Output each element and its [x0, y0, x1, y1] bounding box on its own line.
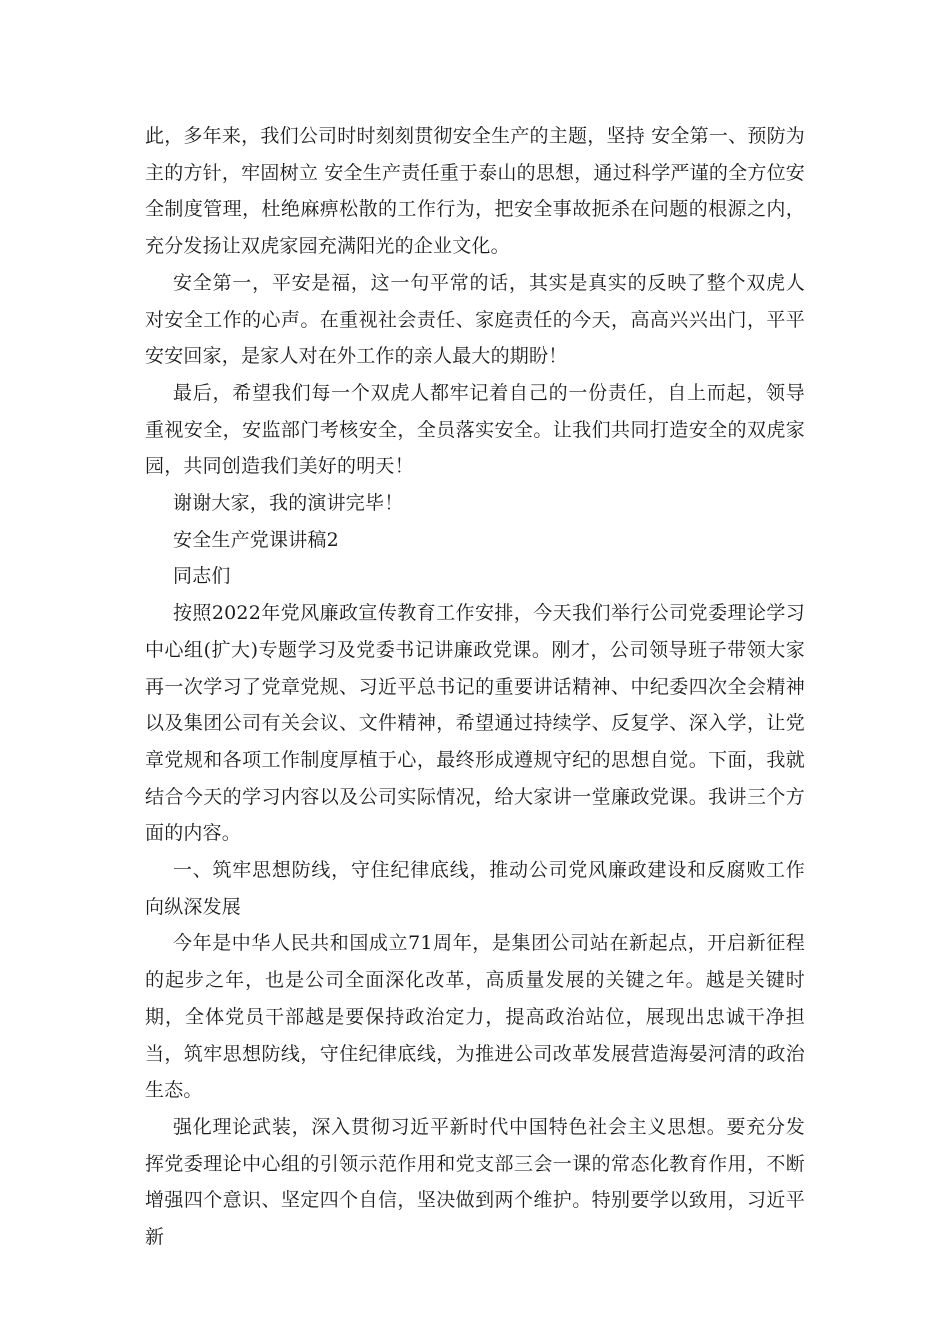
document-page [145, 118, 805, 1256]
paragraph-safety-first: 安全第一，平安是福，这一句平常的话，其实是真实的反映了整个双虎人对安全工作的心声。在重视社会责任、家庭责任的今天，高高兴兴出门，平平安安回家，是家人对在外工作的亲人最大的期盼！ [145, 271, 805, 368]
section-title: 安全生产党课讲稿2 [173, 528, 339, 551]
paragraph-safety-culture: 此，多年来，我们公司时时刻刻贯彻安全生产的主题，坚持 安全第一、预防为主的方针，牢固树立 安全生产责任重于泰山的思想，通过科学严谨的全方位安全制度管理，杜绝麻痹松散的工作行为，把安全事故扼杀在问题的根源之内，充分发扬让双虎家园充满阳光的企业文化。 [145, 125, 805, 258]
paragraph-closing-hope: 最后，希望我们每一个双虎人都牢记着自己的一份责任，自上而起，领导重视安全，安监部门考核安全，全员落实安全。让我们共同打造安全的双虎家园，共同创造我们美好的明天！ [145, 381, 805, 478]
paragraph-theory-study: 强化理论武装，深入贯彻习近平新时代中国特色社会主义思想。要充分发挥党委理论中心组的引领示范作用和党支部三会一课的常态化教育作用，不断增强四个意识、坚定四个自信，坚决做到两个维护。特别要学以致用，习近平新 [145, 1115, 805, 1249]
salutation: 同志们 [173, 565, 231, 588]
heading-part-one: 一、筑牢思想防线，守住纪律底线，推动公司党风廉政建设和反腐败工作向纵深发展 [145, 859, 805, 918]
paragraph-anniversary: 今年是中华人民共和国成立71周年，是集团公司站在新起点，开启新征程的起步之年，也是公司全面深化改革，高质量发展的关键之年。越是关键时期，全体党员干部越是要保持政治定力，提高政治站位，展现出忠诚干净担当，筑牢思想防线，守住纪律底线，为推进公司改革发展营造海晏河清的政治生态。 [145, 932, 805, 1102]
paragraph-introduction: 按照2022年党风廉政宣传教育工作安排，今天我们举行公司党委理论学习中心组(扩大)专题学习及党委书记讲廉政党课。刚才，公司领导班子带领大家再一次学习了党章党规、习近平总书记的重要讲话精神、中纪委四次全会精神以及集团公司有关会议、文件精神，希望通过持续学、反复学、深入学，让党章党规和各项工作制度厚植于心，最终形成遵规守纪的思想自觉。下面，我就结合今天的学习内容以及公司实际情况，给大家讲一堂廉政党课。我讲三个方面的内容。 [145, 602, 805, 845]
paragraph-thanks: 谢谢大家，我的演讲完毕！ [173, 492, 404, 515]
